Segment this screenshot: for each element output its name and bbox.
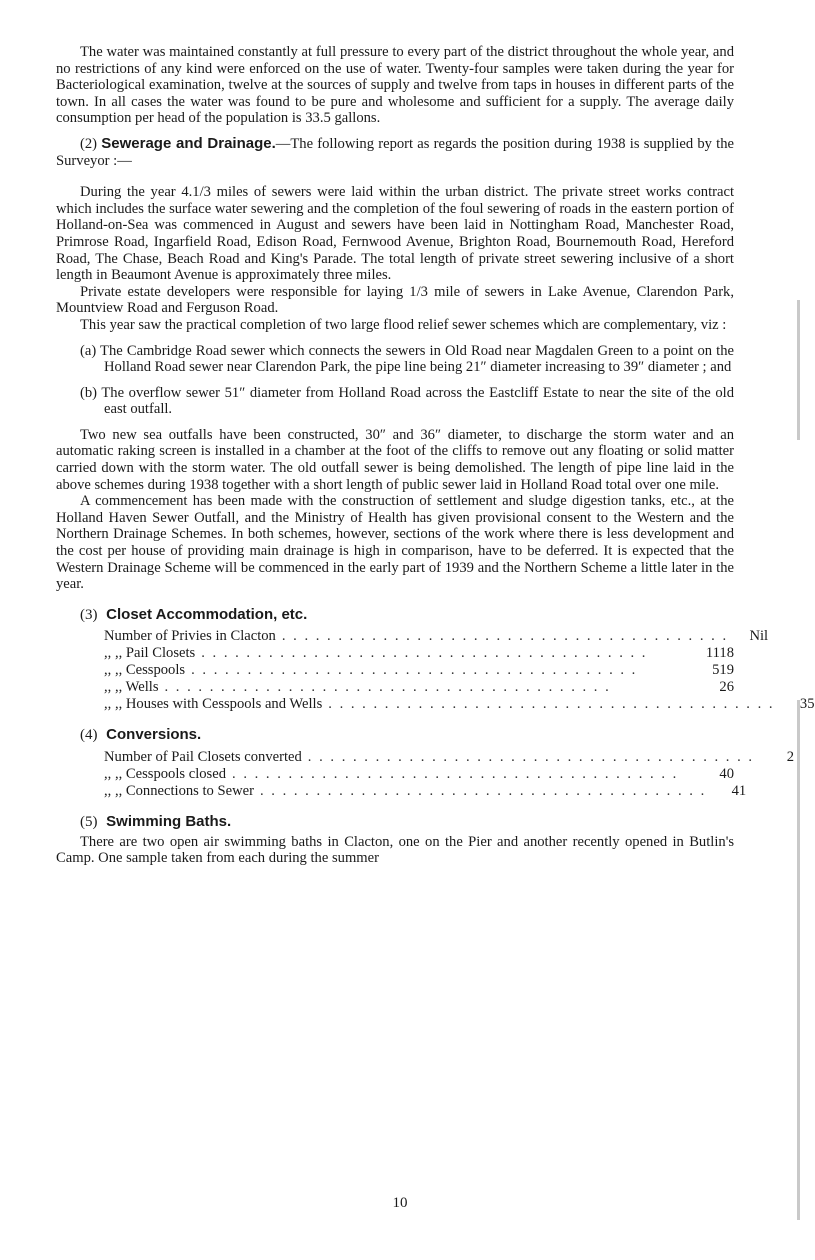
sewerage-intro-text: —The following report as regards the position during 1938 is supplied by the Surveyor :— bbox=[56, 135, 735, 169]
sewer-scheme-item-b: (b) The overflow sewer 51″ diameter from Holland Road across the Eastcliff Estate to near the site of the old east outfall. bbox=[80, 384, 734, 418]
stat-row bbox=[104, 766, 734, 783]
stat-label: ,, ,, Wells bbox=[104, 679, 159, 696]
conversions-stat-list bbox=[104, 749, 795, 800]
leader-dots: . . . . . . . . . . . . . . . . . . . . . . . . . . . . . . . . . . . . . . . . bbox=[201, 645, 648, 662]
stat-row bbox=[104, 783, 747, 800]
stat-label: ,, ,, Cesspools closed bbox=[104, 766, 227, 782]
stat-value: Nil bbox=[749, 628, 769, 645]
stat-label: Number of Pail Closets converted bbox=[104, 749, 302, 765]
leader-dots: . . . . . . . . . . . . . . . . . . . . . . . . . . . . . . . . . . . . . . . . bbox=[259, 783, 707, 799]
sewerage-paragraph-2: Private estate developers were responsible for laying 1/3 mile of sewers in Lake Avenue, Clarendon Park, Mountview Road and Ferguson Road. bbox=[56, 283, 734, 317]
sewer-scheme-item-a: (a) The Cambridge Road sewer which connects the sewers in Old Road near Magdalen Green to a point on the Holland Road sewer near Clarendon Park, the pipe line being 21″ diameter increasing to 39″ diameter ; and bbox=[80, 342, 734, 376]
stat-value: 519 bbox=[712, 662, 734, 679]
leader-dots: . . . . . . . . . . . . . . . . . . . . . . . . . . . . . . . . . . . . . . . . bbox=[164, 679, 611, 696]
stat-value: 2 bbox=[786, 749, 795, 765]
stat-label: Number of Privies in Clacton bbox=[104, 628, 276, 645]
leader-dots: . . . . . . . . . . . . . . . . . . . . . . . . . . . . . . . . . . . . . . . . bbox=[307, 749, 755, 765]
sewerage-intro-paragraph bbox=[56, 136, 734, 169]
sewerage-paragraph-1: During the year 4.1/3 miles of sewers were laid within the urban district. The private street works contract which includes the surface water sewering and the completion of the foul sewering of roads in the eastern portion of Holland-on-Sea was commenced in August and sewers have been laid in Nottingham Road, Manchester Road, Primrose Road, Ingarfield Road, Edison Road, Fernwood Avenue, Brighton Road, Bournemouth Road, Hereford Road, The Chase, Beach Road and King's Parade. The total length of private street sewering inclusive of a short length in Beaumont Avenue is approximately three miles. bbox=[56, 184, 734, 284]
conversions-heading-text: Conversions. bbox=[106, 726, 202, 744]
closet-heading-text: Closet Accommodation, etc. bbox=[106, 605, 308, 623]
stat-row bbox=[104, 696, 815, 713]
leader-dots: . . . . . . . . . . . . . . . . . . . . . . . . . . . . . . . . . . . . . . . . bbox=[232, 766, 679, 782]
stat-value: 35 bbox=[799, 696, 815, 713]
stat-label: ,, ,, Pail Closets bbox=[104, 645, 196, 662]
stat-row bbox=[104, 749, 795, 766]
stat-row bbox=[104, 662, 734, 679]
section-number: (3) bbox=[80, 606, 98, 623]
stat-value: 1118 bbox=[705, 645, 734, 662]
leader-dots: . . . . . . . . . . . . . . . . . . . . . . . . . . . . . . . . . . . . . . . . bbox=[191, 662, 638, 679]
stat-label: ,, ,, Houses with Cesspools and Wells bbox=[104, 696, 323, 713]
sewerage-paragraph-4: Two new sea outfalls have been constructed, 30″ and 36″ diameter, to discharge the storm water and an automatic raking screen is installed in a chamber at the foot of the cliffs to remove out any floating or solid matter carried down with the storm water. The old outfall sewer is being demolished. The length of pipe line laid in the above schemes during 1938 together with a short length of public sewer laid in Holland Road total over one mile. bbox=[56, 426, 734, 493]
stat-label: ,, ,, Connections to Sewer bbox=[104, 783, 254, 799]
stat-row bbox=[104, 628, 769, 645]
stat-value: 26 bbox=[719, 679, 734, 696]
scan-edge-shadow bbox=[797, 300, 800, 440]
section-number: (4) bbox=[80, 727, 98, 744]
stat-label: ,, ,, Cesspools bbox=[104, 662, 186, 679]
water-supply-paragraph: The water was maintained constantly at full pressure to every part of the district throughout the whole year, and no restrictions of any kind were enforced on the use of water. Twenty-four samples were taken during the year for Bacteriological examination, twelve at the sources of supply and twelve from taps in houses in different parts of the town. In all cases the water was found to be pure and wholesome and sufficient for a supply. The average daily consumption per head of the population is 33.5 gallons. bbox=[56, 44, 734, 127]
sewerage-paragraph-3: This year saw the practical completion of two large flood relief sewer schemes which are complementary, viz : bbox=[80, 316, 727, 333]
stat-row bbox=[104, 679, 734, 696]
scan-edge-shadow bbox=[797, 700, 800, 1220]
swimming-paragraph: There are two open air swimming baths in Clacton, one on the Pier and another recently opened in Butlin's Camp. One sample taken from each during the summer bbox=[56, 833, 734, 867]
section-number: (5) bbox=[80, 814, 98, 830]
stat-value: 41 bbox=[731, 783, 747, 799]
leader-dots: . . . . . . . . . . . . . . . . . . . . . . . . . . . . . . . . . . . . . . . . bbox=[281, 628, 729, 645]
closet-stat-list bbox=[104, 628, 815, 713]
stat-row bbox=[104, 645, 734, 662]
swimming-section-heading bbox=[56, 814, 734, 831]
sewerage-paragraph-5: A commencement has been made with the construction of settlement and sludge digestion tanks, etc., at the Holland Haven Sewer Outfall, and the Ministry of Health has given provisional consent to the Western and the Northern Drainage Schemes. In both schemes, however, sections of the work where there is less development and the cost per house of providing main drainage is high in comparison, have to be deferred. It is expected that the Western Drainage Scheme will be commenced in the early part of 1939 and the Northern Scheme a little later in the year. bbox=[56, 493, 734, 593]
section-number: (2) bbox=[80, 135, 98, 152]
page-number: 10 bbox=[392, 1195, 408, 1211]
stat-value: 40 bbox=[719, 766, 734, 782]
closet-section-heading bbox=[56, 607, 734, 624]
swimming-heading-text: Swimming Baths. bbox=[106, 813, 232, 830]
leader-dots: . . . . . . . . . . . . . . . . . . . . . . . . . . . . . . . . . . . . . . . . bbox=[328, 696, 775, 713]
conversions-section-heading bbox=[56, 727, 734, 744]
sewerage-heading: Sewerage and Drainage. bbox=[101, 134, 276, 152]
